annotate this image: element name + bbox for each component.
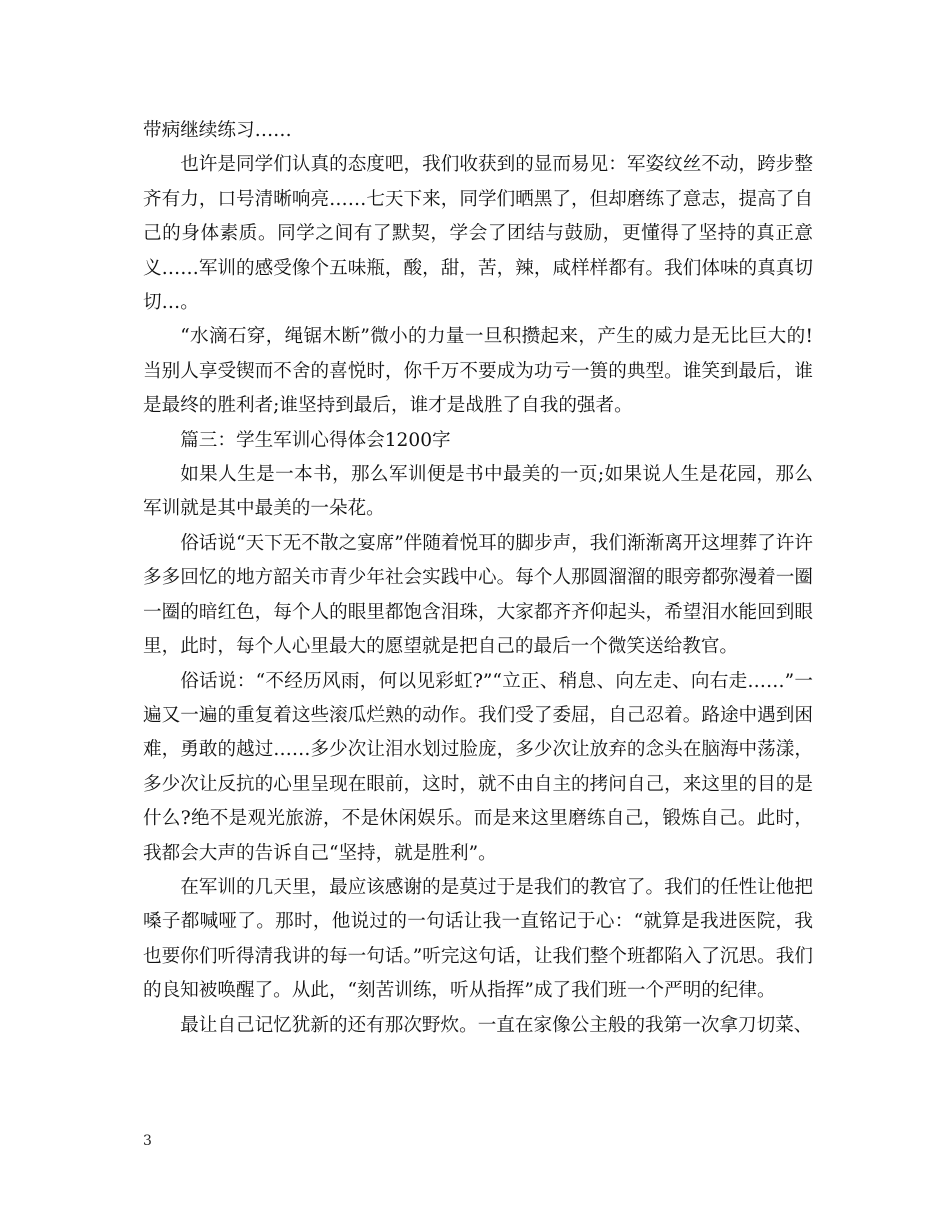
- paragraph-continuation: 带病继续练习……: [143, 120, 292, 141]
- page-number: 3: [143, 1133, 152, 1149]
- paragraph: 如果人生是一本书，那么军训便是书中最美的一页;如果说人生是花园，那么军训就是其中最美的一朵花。: [143, 464, 813, 520]
- paragraph: 最让自己记忆犹新的还有那次野炊。一直在家像公主般的我第一次拿刀切菜、: [180, 1014, 813, 1036]
- paragraph: 在军训的几天里，最应该感谢的是莫过于是我们的教官了。我们的任性让他把嗓子都喊哑了。那时，他说过的一句话让我一直铭记于心：“就算是我进医院，我也要你们听得清我讲的每一句话。”听完这句话，让我们整个班都陷入了沉思。我们的良知被唤醒了。从此，“刻苦训练，听从指挥”成了我们班一个严明的纪律。: [143, 876, 813, 1002]
- paragraph: 俗话说“天下无不散之宴席”伴随着悦耳的脚步声，我们渐渐离开这埋葬了许许多多回忆的地方韶关市青少年社会实践中心。每个人那圆溜溜的眼旁都弥漫着一圈一圈的暗红色，每个人的眼里都饱含泪珠，大家都齐齐仰起头，希望泪水能回到眼里，此时，每个人心里最大的愿望就是把自己的最后一个微笑送给教官。: [143, 532, 813, 658]
- section-heading: 篇三：学生军训心得体会1200字: [180, 429, 451, 451]
- paragraph: 也许是同学们认真的态度吧，我们收获到的显而易见：军姿纹丝不动，跨步整齐有力，口号清晰响亮……七天下来，同学们晒黑了，但却磨练了意志，提高了自己的身体素质。同学之间有了默契，学会了团结与鼓励，更懂得了坚持的真正意义……军训的感受像个五味瓶，酸，甜，苦，辣，咸样样都有。我们体味的真真切切…。: [143, 154, 813, 314]
- paragraph: 俗话说：“不经历风雨，何以见彩虹?”“立正、稍息、向左走、向右走……”一遍又一遍的重复着这些滚瓜烂熟的动作。我们受了委屈，自己忍着。路途中遇到困难，勇敢的越过……多少次让泪水划过脸庞，多少次让放弃的念头在脑海中荡漾，多少次让反抗的心里呈现在眼前，这时，就不由自主的拷问自己，来这里的目的是什么?绝不是观光旅游，不是休闲娱乐。而是来这里磨练自己，锻炼自己。此时，我都会大声的告诉自己“坚持，就是胜利”。: [143, 670, 813, 864]
- paragraph: “水滴石穿，绳锯木断”微小的力量一旦积攒起来，产生的威力是无比巨大的!当别人享受锲而不舍的喜悦时，你千万不要成为功亏一篑的典型。谁笑到最后，谁是最终的胜利者;谁坚持到最后，谁才是战胜了自我的强者。: [143, 326, 813, 417]
- document-body: [143, 114, 813, 1043]
